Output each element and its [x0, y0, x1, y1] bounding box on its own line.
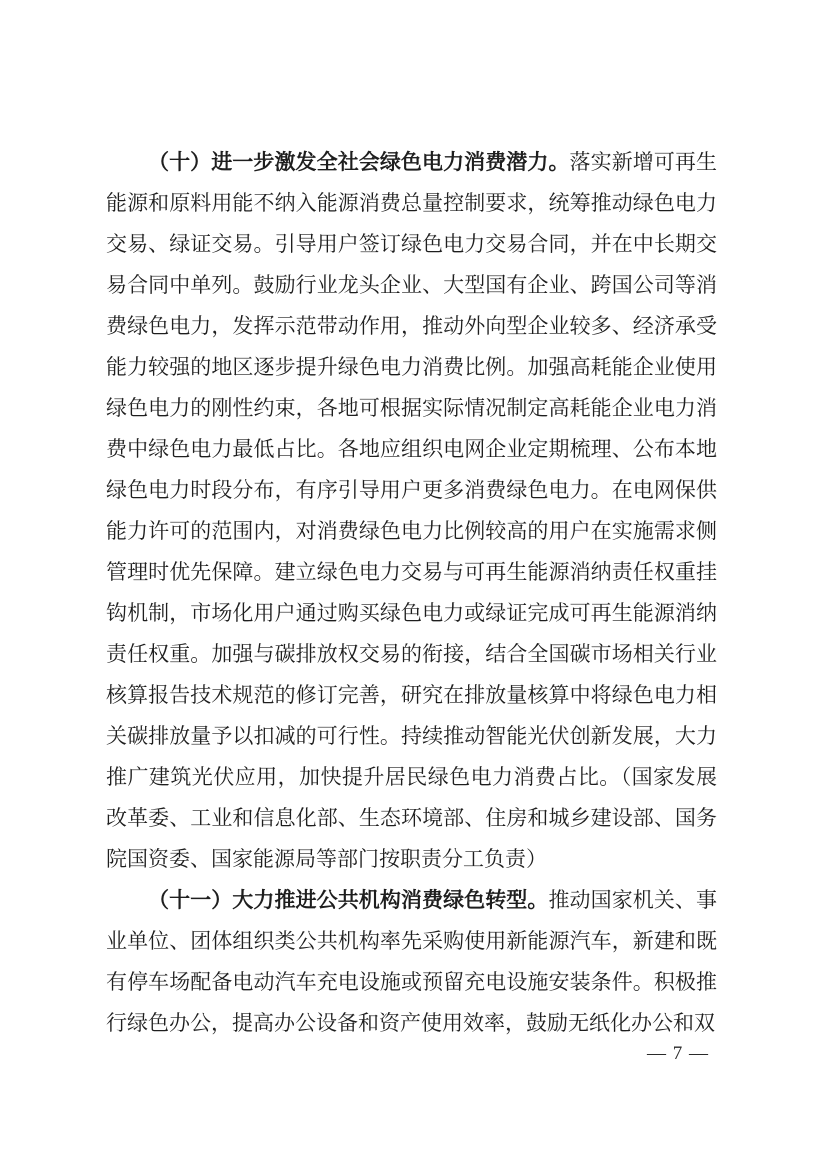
paragraph	[106, 142, 717, 880]
text-run-normal: 落实新增可再生能源和原料用能不纳入能源消费总量控制要求，统筹推动绿色电力交易、绿证交易。引导用户签订绿色电力交易合同，并在中长期交易合同中单列。鼓励行业龙头企业、大型国有企业、跨国公司等消费绿色电力，发挥示范带动作用，推动外向型企业较多、经济承受能力较强的地区逐步提升绿色电力消费比例。加强高耗能企业使用绿色电力的刚性约束，各地可根据实际情况制定高耗能企业电力消费中绿色电力最低占比。各地应组织电网企业定期梳理、公布本地绿色电力时段分布，有序引导用户更多消费绿色电力。在电网保供能力许可的范围内，对消费绿色电力比例较高的用户在实施需求侧管理时优先保障。建立绿色电力交易与可再生能源消纳责任权重挂钩机制，市场化用户通过购买绿色电力或绿证完成可再生能源消纳责任权重。加强与碳排放权交易的衔接，结合全国碳市场相关行业核算报告技术规范的修订完善，研究在排放量核算中将绿色电力相关碳排放量予以扣减的可行性。持续推动智能光伏创新发展，大力推广建筑光伏应用，加快提升居民绿色电力消费占比。	[106, 150, 718, 789]
page-number: — 7 —	[647, 1043, 709, 1064]
paragraph	[106, 880, 717, 1044]
text-run-kaiti: （国家发展改革委、工业和信息化部、生态环境部、住房和城乡建设部、国务院国资委、国家能源局等部门按职责分工负责）	[106, 765, 718, 871]
text-run-bold: （十一）大力推进公共机构消费绿色转型。	[148, 888, 549, 912]
document-body	[106, 142, 717, 1044]
text-run-bold: （十）进一步激发全社会绿色电力消费潜力。	[148, 150, 570, 174]
text-run-normal: 推动国家机关、事业单位、团体组织类公共机构率先采购使用新能源汽车，新建和既有停车场配备电动汽车充电设施或预留充电设施安装条件。积极推行绿色办公，提高办公设备和资产使用效率，鼓励无纸化办公和双	[106, 888, 718, 1035]
